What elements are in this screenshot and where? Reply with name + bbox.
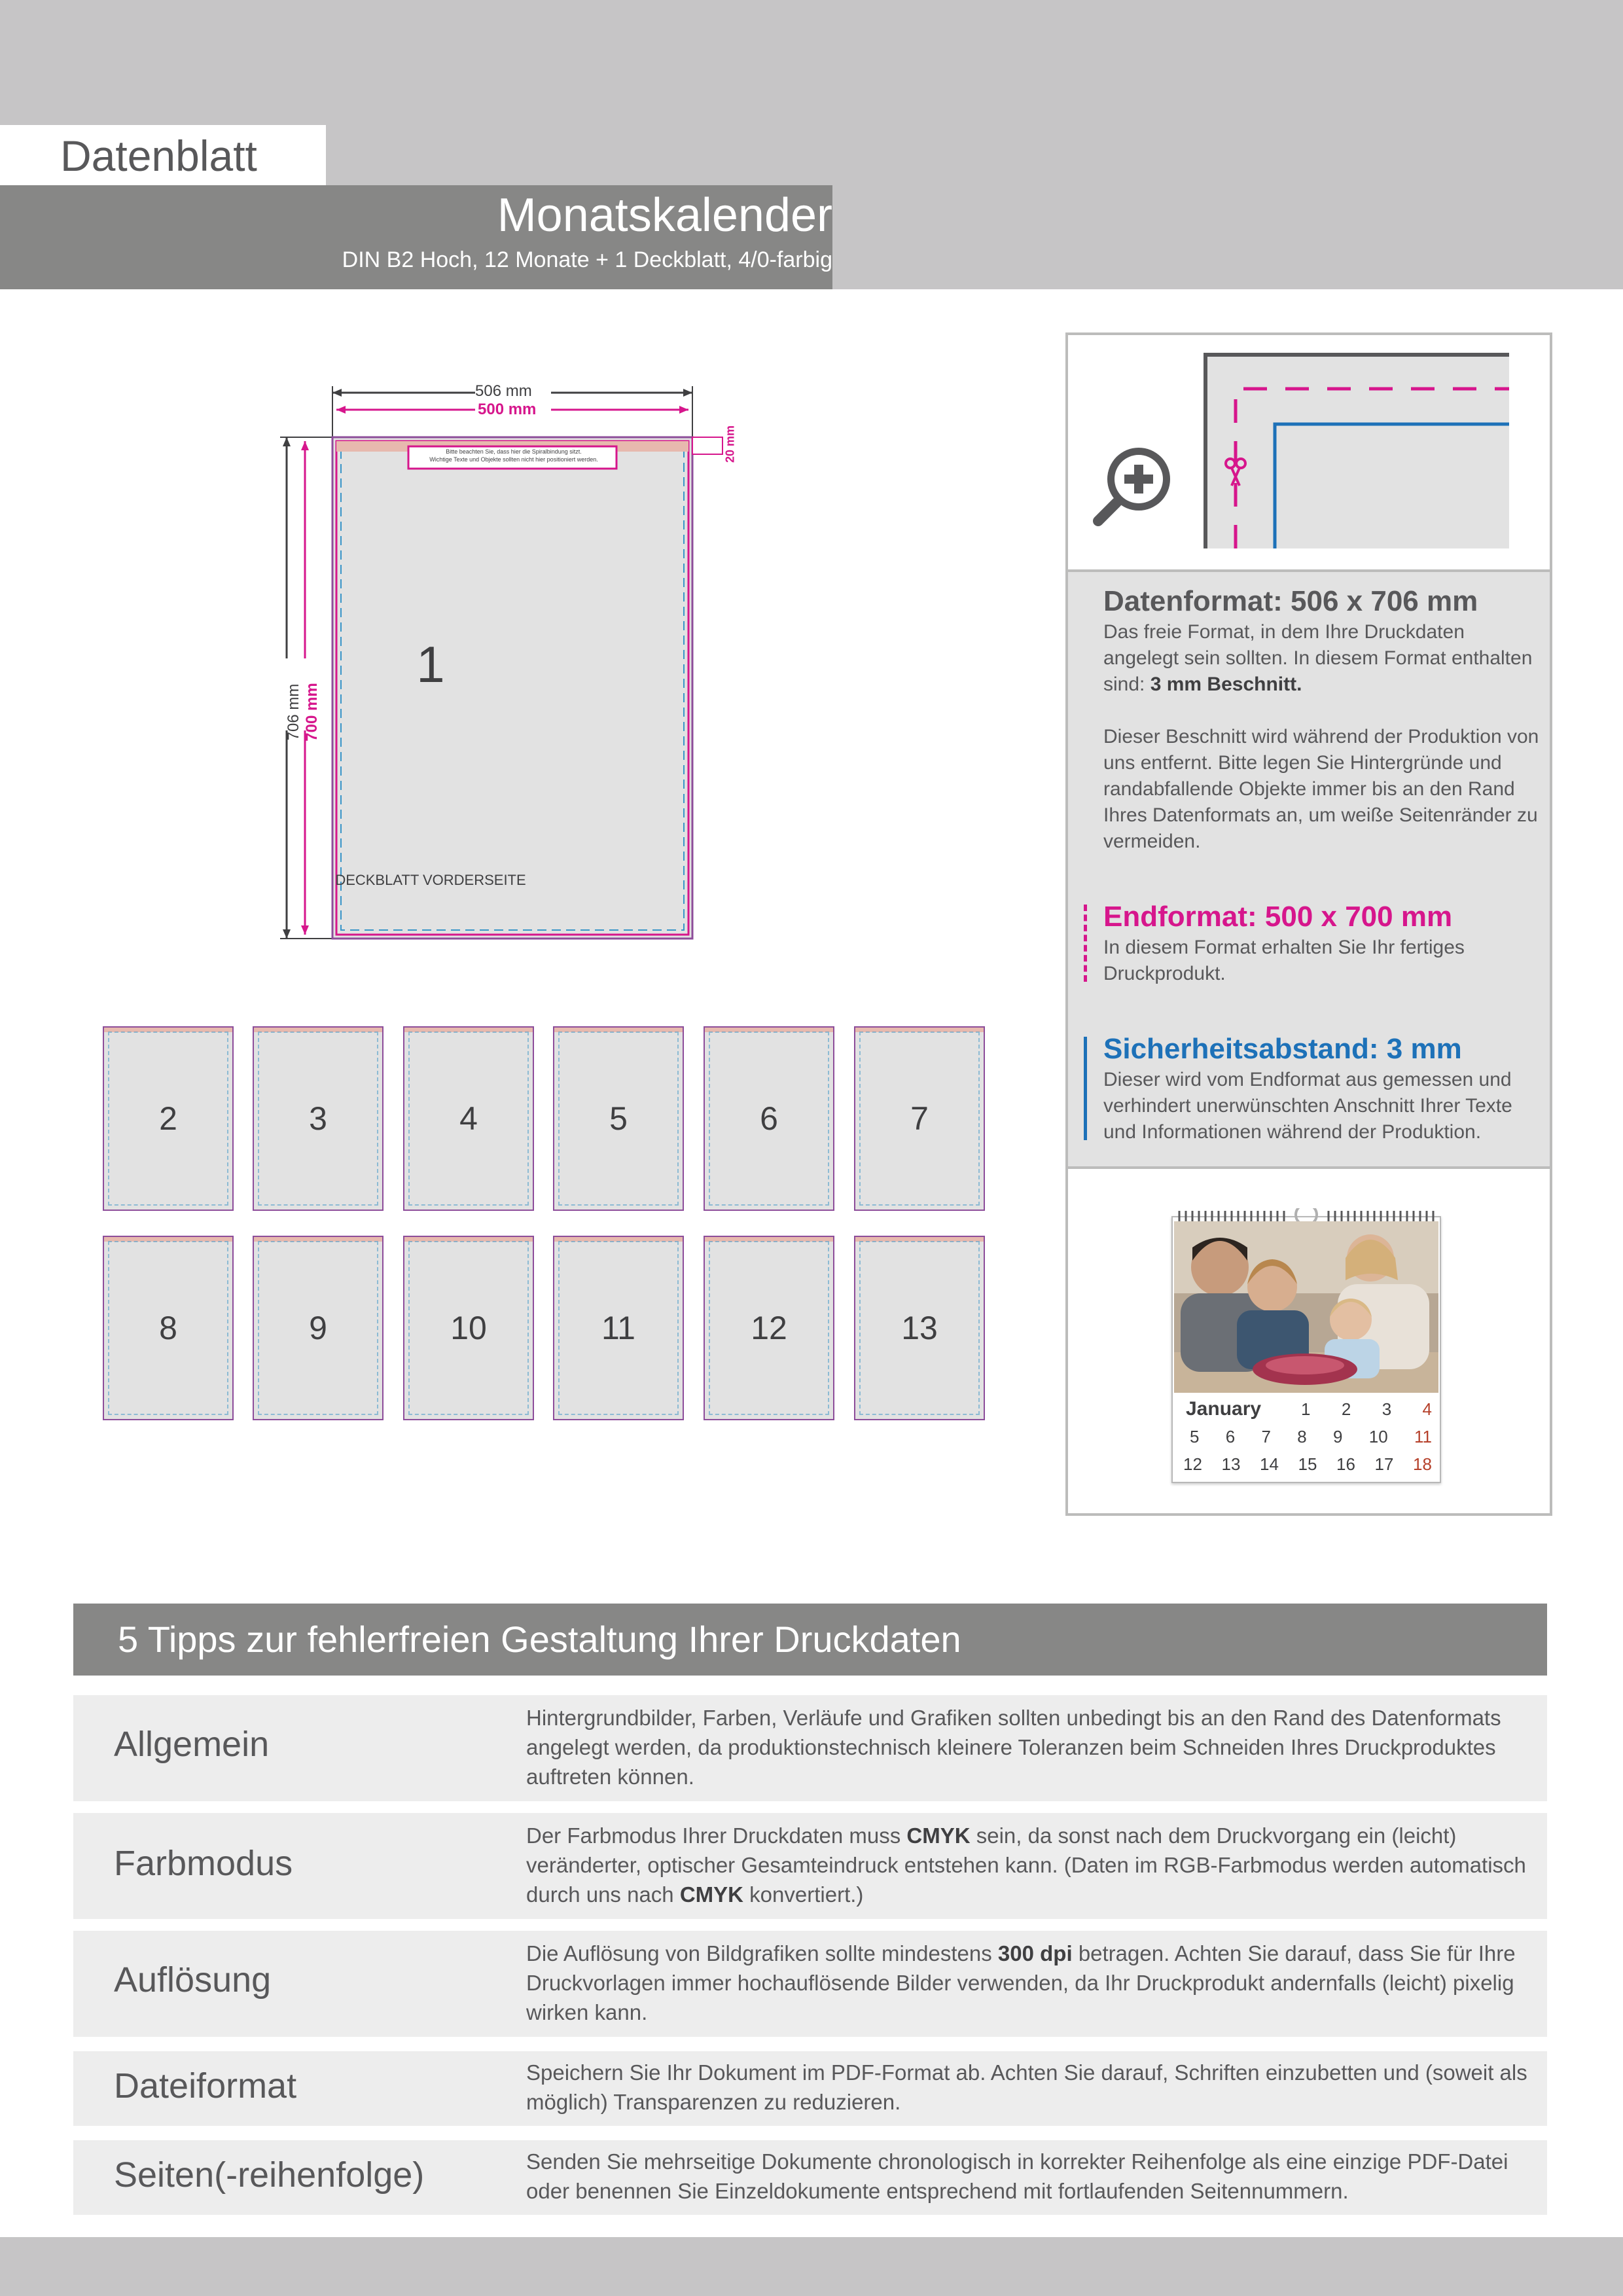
calendar-day: 17 — [1374, 1454, 1394, 1474]
page-number: 7 — [910, 1100, 929, 1137]
height-data-label: 706 mm — [285, 683, 302, 741]
calendar-day: 13 — [1221, 1454, 1241, 1474]
calendar-month: January — [1186, 1398, 1262, 1420]
tips-title: 5 Tipps zur fehlerfreien Gestaltung Ihrer Druckdaten — [118, 1619, 961, 1660]
calendar-day: 1 — [1301, 1399, 1311, 1419]
calendar-day: 15 — [1298, 1454, 1317, 1474]
page-number: 11 — [601, 1310, 635, 1346]
page-number: 3 — [309, 1100, 327, 1137]
tip-text: Speichern Sie Ihr Dokument im PDF-Format ab. Achten Sie darauf, Schriften einzubetten und (soweit als möglich) Transparenzen zu reduzieren. — [526, 2060, 1527, 2114]
month-page — [704, 1236, 834, 1420]
month-page — [103, 1236, 234, 1420]
height-final-label: 700 mm — [303, 683, 321, 742]
sicherheit-marker — [1084, 1037, 1087, 1140]
calendar-day: 2 — [1341, 1399, 1351, 1419]
tip-text: Senden Sie mehrseitige Dokumente chronologisch in korrekter Reihenfolge als eine einzige PDF-Datei oder benennen Sie Einzeldokumente entsprechend mit fortlaufenden Seitennummern. — [526, 2149, 1508, 2203]
page-number: 5 — [609, 1100, 628, 1137]
family-photo — [1174, 1221, 1438, 1393]
calendar-day: 18 — [1413, 1454, 1432, 1474]
month-page — [103, 1026, 234, 1211]
tip-text: Hintergrundbilder, Farben, Verläufe und Grafiken sollten unbedingt bis an den Rand des Datenformats angelegt werden, da produktionstechnisch kleinere Toleranzen beim Schneiden Ihres Druckproduktes auftreten können. — [526, 1706, 1501, 1789]
tip-row-allgemein — [73, 1695, 1547, 1801]
footer-band — [0, 2237, 1623, 2296]
month-page — [553, 1026, 684, 1211]
calendar-day: 8 — [1297, 1427, 1307, 1446]
tip-text-part: betragen. Achten Sie darauf, dass Sie für Ihre Druckvorlagen immer hochauflösende Bilder verwenden, da Ihr Druckprodukt andernfalls (leicht) pixelig wirken kann. — [526, 1941, 1516, 2024]
page-number: 4 — [459, 1100, 478, 1137]
calendar-week-2 — [1190, 1427, 1432, 1447]
spiral-note-line2: Wichtige Texte und Objekte sollten nicht hier positioniert werden. — [429, 456, 598, 463]
tip-text — [526, 1821, 1534, 1909]
tip-label: Dateiformat — [114, 2066, 297, 2106]
tip-text-bold: CMYK — [679, 1882, 743, 1907]
page-number: 10 — [450, 1310, 487, 1346]
cover-page-number: 1 — [416, 636, 445, 693]
month-page — [403, 1026, 534, 1211]
endformat-title: Endformat: 500 x 700 mm — [1103, 901, 1453, 933]
calendar-illustration — [1171, 1216, 1441, 1483]
calendar-day: 10 — [1368, 1427, 1388, 1446]
tip-text — [526, 1939, 1534, 2027]
calendar-day: 9 — [1333, 1427, 1343, 1446]
month-page — [854, 1026, 985, 1211]
page-number: 12 — [751, 1310, 787, 1346]
datenformat-block — [1103, 584, 1542, 855]
sicherheit-text: Dieser wird vom Endformat aus gemessen und verhindert unerwünschten Anschnitt Ihrer Texte und Informationen während der Produktion. — [1103, 1069, 1512, 1143]
page-number: 2 — [159, 1100, 177, 1137]
tip-label: Farbmodus — [114, 1844, 293, 1883]
doc-label: Datenblatt — [60, 132, 257, 180]
tip-text-part: Der Farbmodus Ihrer Druckdaten muss — [526, 1823, 901, 1848]
tip-row-dateiformat — [73, 2051, 1547, 2126]
page-number: 13 — [901, 1310, 938, 1346]
tip-text-part: konvertiert.) — [749, 1882, 864, 1907]
calendar-week-3 — [1183, 1454, 1432, 1475]
tip-row-farbmodus — [73, 1813, 1547, 1919]
month-page — [854, 1236, 985, 1420]
page-number: 8 — [159, 1310, 177, 1346]
page-number: 9 — [309, 1310, 327, 1346]
endformat-text: In diesem Format erhalten Sie Ihr fertiges Druckprodukt. — [1103, 937, 1465, 984]
tip-text-part: sein, da sonst nach dem Druckvorgang ein (leicht) veränderter, optischer Gesamteindruck entstehen kann. (Daten im RGB-Farbmodus werden automatisch durch uns nach — [526, 1823, 1526, 1907]
month-page — [253, 1026, 383, 1211]
datenformat-bold: 3 mm Beschnitt. — [1150, 673, 1302, 695]
endformat-block — [1103, 899, 1542, 987]
magnifier-icon — [1098, 448, 1170, 521]
datenformat-title: Datenformat: 506 x 706 mm — [1103, 585, 1478, 617]
month-page — [704, 1026, 834, 1211]
cover-page-label: DECKBLATT VORDERSEITE — [335, 872, 526, 888]
datenformat-text — [1103, 619, 1542, 698]
month-page — [553, 1236, 684, 1420]
datenformat-desc: Das freie Format, in dem Ihre Druckdaten angelegt sein sollten. In diesem Format enthalten sind: — [1103, 621, 1533, 695]
sicherheit-block — [1103, 1031, 1543, 1145]
endformat-marker — [1084, 905, 1091, 982]
corner-detail — [1068, 335, 1550, 568]
calendar-day: 3 — [1382, 1399, 1392, 1419]
tip-label: Seiten(-reihenfolge) — [114, 2155, 425, 2195]
tip-row-seiten — [73, 2140, 1547, 2215]
calendar-day: 6 — [1225, 1427, 1236, 1446]
tip-text-bold: CMYK — [906, 1823, 971, 1848]
spiral-margin-label: 20 mm — [723, 425, 737, 463]
calendar-day: 14 — [1260, 1454, 1279, 1474]
calendar-week-1 — [1301, 1399, 1432, 1420]
month-page — [253, 1236, 383, 1420]
calendar-day: 12 — [1183, 1454, 1202, 1474]
tip-label: Allgemein — [114, 1725, 270, 1764]
beschnitt-text: Dieser Beschnitt wird während der Produktion von uns entfernt. Bitte legen Sie Hintergründe und randabfallende Objekte immer bis an den Rand Ihres Datenformats an, um weiße Seitenränder zu vermeiden. — [1103, 726, 1539, 852]
tip-text-bold: 300 dpi — [997, 1941, 1073, 1965]
tip-row-aufloesung — [73, 1931, 1547, 2037]
calendar-day: 11 — [1414, 1427, 1432, 1446]
width-data-label: 506 mm — [475, 382, 532, 400]
month-page — [403, 1236, 534, 1420]
tip-label: Auflösung — [114, 1960, 272, 2000]
calendar-day: 5 — [1190, 1427, 1200, 1446]
page-subtitle: DIN B2 Hoch, 12 Monate + 1 Deckblatt, 4/0-farbig — [342, 247, 832, 272]
spiral-note — [410, 448, 618, 463]
sicherheit-title: Sicherheitsabstand: 3 mm — [1103, 1033, 1462, 1065]
calendar-day: 16 — [1336, 1454, 1355, 1474]
page-number: 6 — [760, 1100, 778, 1137]
calendar-day: 4 — [1422, 1399, 1432, 1419]
tip-text-part: Die Auflösung von Bildgrafiken sollte mindestens — [526, 1941, 992, 1965]
calendar-day: 7 — [1261, 1427, 1271, 1446]
spiral-note-line1: Bitte beachten Sie, dass hier die Spiralbindung sitzt. — [446, 448, 582, 455]
page-title: Monatskalender — [497, 189, 832, 242]
width-final-label: 500 mm — [478, 401, 537, 418]
